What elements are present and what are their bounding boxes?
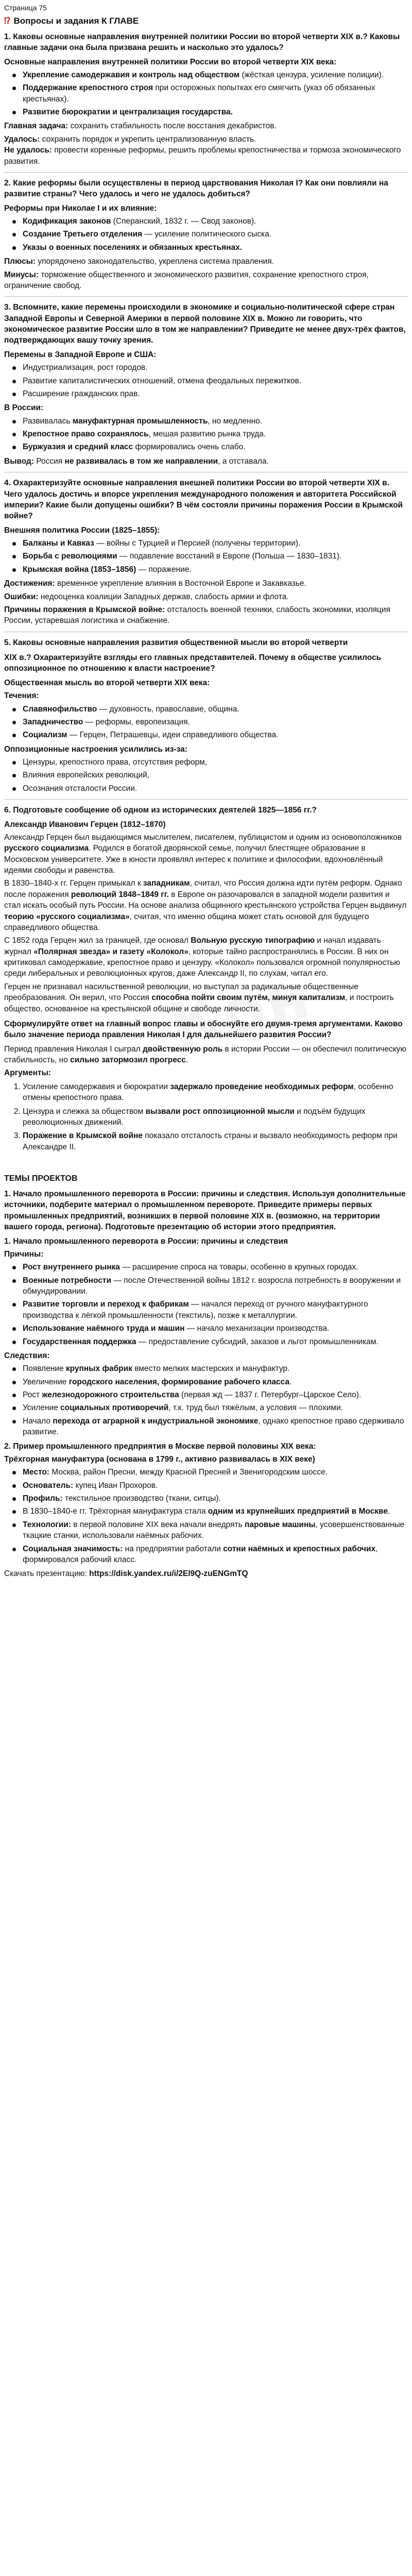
answer-subheading: 2. Пример промышленного предприятия в Москве первой половины XIX века: bbox=[4, 1442, 316, 1451]
answer-paragraph: Плюсы: упорядочено законодательство, укреплена система правления. bbox=[4, 257, 274, 266]
answer-intro: Внешняя политика России (1825–1855): bbox=[4, 526, 160, 535]
list-item: Военные потребности — после Отечественной войны 1812 г. возросла потребность в вооружении и обмундировании. bbox=[23, 1275, 408, 1297]
answer-list bbox=[4, 70, 408, 118]
question-2 bbox=[4, 178, 408, 291]
list-item: Указы о военных поселениях и обязанных крестьянах. bbox=[23, 242, 408, 253]
project-themes bbox=[4, 1173, 408, 1580]
list-item: Цензуры, крепостного права, отсутствия реформ, bbox=[23, 757, 408, 768]
question-text: 4. Охарактеризуйте основные направления внешней политики России во второй четверти XIX в. Чего удалось достичь и впорсе укрепления международного положения и авторитета Российской империи? Какие были допущены ошибки? В чём состояли причины поражения России в Крымской войне? bbox=[4, 479, 403, 521]
divider bbox=[4, 799, 408, 800]
question-text: 1. Каковы основные направления внутренней политики России во второй четверти XIX в.? Каковы главные задачи она была призвана решить и насколько это удалось? bbox=[4, 32, 400, 53]
list-item: Славянофильство — духовность, православие, община. bbox=[23, 704, 408, 715]
question-4 bbox=[4, 478, 408, 626]
download-link[interactable]: https://disk.yandex.ru/i/2El9Q-zuENGmTQ bbox=[89, 1569, 248, 1579]
list-item: Крепостное право сохранялось, мешая развитию рынка труда. bbox=[23, 429, 408, 439]
list-item: Государственная поддержка — предоставление субсидий, заказов и льгот промышленникам. bbox=[23, 1336, 408, 1347]
section-title bbox=[4, 15, 408, 27]
question-1 bbox=[4, 31, 408, 167]
list-item: Западничество — реформы, европеизация. bbox=[23, 717, 408, 727]
list-item: Использование наёмного труда и машин — начало механизации производства. bbox=[23, 1323, 408, 1334]
answer-list bbox=[4, 704, 408, 741]
answer-paragraph: В 1830–1840-х гг. Герцен примыкал к западникам, считал, что Россия должна идти путём реформ. Однако после поражения революций 1848–1849 гг. в Европе он разочаровался в западной модели развития и стал искать особый путь России. На основе анализа общинного крестьянского устройства Герцен выдвинул теорию «русского социализма», считая, что именно община может стать основой для будущего справедливого общества. bbox=[4, 879, 407, 932]
question-5 bbox=[4, 637, 408, 794]
answer-intro: Перемены в Западной Европе и США: bbox=[4, 350, 157, 359]
question-text: 6. Подготовьте сообщение об одном из исторических деятелей 1825—1856 гг.? bbox=[4, 806, 317, 815]
list-item: Расширение гражданских прав. bbox=[23, 388, 408, 399]
list-item: В 1830–1840-е гг. Трёхгорная мануфактура стала одним из крупнейших предприятий в Москве. bbox=[23, 1506, 408, 1517]
answer-intro: Основные направления внутренней политики России во второй четверти XIX века: bbox=[4, 57, 337, 66]
answer-subheading: Оппозиционные настроения усилились из-за: bbox=[4, 744, 187, 754]
page-label: Страница 75 bbox=[4, 4, 47, 12]
causes-list bbox=[4, 1262, 408, 1347]
question-text: 2. Какие реформы были осуществлены в период царствования Николая I? Как они повлияли на развитие страны? Чего удалось и чего не удалось добиться? bbox=[4, 178, 388, 199]
answer-paragraph: С 1852 года Герцен жил за границей, где основал Вольную русскую типографию и начал издавать журнал «Полярная звезда» и газету «Колокол», которые тайно распространялись в России. В них он критиковал самодержавие, крепостное право и цензуру. «Колокол» пользовался огромной популярностью среди либеральных и революционных кругов, даже Александр II, по слухам, читал его. bbox=[4, 936, 400, 978]
list-item: Технологии: в первой половине XIX века начали внедрять паровые машины, усовершенствованные ткацкие станки, использовали наёмных рабочих. bbox=[23, 1519, 408, 1541]
list-item: Кодификация законов (Сперанский, 1832 г. — Свод законов). bbox=[23, 216, 408, 227]
list-item: Развитие бюрократии и централизация государства. bbox=[23, 107, 408, 117]
list-item: Крымская война (1853–1856) — поражение. bbox=[23, 564, 408, 575]
answer-paragraph: Причины поражения в Крымской войне: отсталость военной техники, слабость экономики, изоляция России, устаревшая логистика и снабжение. bbox=[4, 605, 390, 625]
list-item: Влияния европейских революций, bbox=[23, 770, 408, 781]
list-item: 3. Поражение в Крымской войне показало отсталость страны и вызвало необходимость реформ при Александре II. bbox=[23, 1130, 408, 1153]
list-item: Рост железнодорожного строительства (первая жд — 1837 г. Петербург–Царское Село). bbox=[23, 1389, 408, 1400]
download-line bbox=[4, 1568, 408, 1579]
question-text: Сформулируйте ответ на главный вопрос главы и обоснуйте его двумя-тремя аргументами. Каково было значение периода правления Николая I для дальнейшего развития России? bbox=[4, 1019, 403, 1040]
divider bbox=[4, 172, 408, 173]
answer-paragraph: Ошибки: недооценка коалиции Западных держав, слабость армии и флота. bbox=[4, 592, 289, 601]
list-item: Профиль: текстильное производство (ткани, ситцы). bbox=[23, 1493, 408, 1504]
list-item: Индустриализация, рост городов. bbox=[23, 362, 408, 373]
person-name: Александр Иванович Герцен (1812–1870) bbox=[4, 820, 166, 829]
list-item: Балканы и Кавказ — войны с Турцией и Персией (получены территории). bbox=[23, 538, 408, 549]
answer-paragraph: Период правления Николая I сыграл двойственную роль в истории России — он обеспечил политическую стабильность, но сильно затормозил прогресс. bbox=[4, 1044, 407, 1065]
list-item: Создание Третьего отделения — усиление политического сыска. bbox=[23, 229, 408, 240]
question-text: 3. Вспомните, какие перемены происходили в экономике и социально-политической сфере стран Западной Европы и Северной Америки в первой половине XIX в. Можно ли говорить, что экономическое развитие России шло в том же направлении? Приведите не менее двух-трёх фактов, подтверждающих вашу точку зрения. bbox=[4, 303, 406, 345]
question-text: 1. Начало промышленного переворота в России: причины и следствия. Используя дополнительные источники, подберите материал о промышленном перевороте. Приведите примеры первых промышленных предприятий, возникших в первой половине XIX в. (возможно, на территории вашего города, региона). Подготовьте презентацию об истории этого предприятия. bbox=[4, 1190, 406, 1232]
spacer bbox=[4, 1156, 408, 1171]
list-item: Основатель: купец Иван Прохоров. bbox=[23, 1480, 408, 1491]
list-item: Появление крупных фабрик вместо мелких мастерских и мануфактур. bbox=[23, 1363, 408, 1374]
question-marks-icon: ⁉ bbox=[4, 16, 11, 26]
list-item: Укрепление самодержавия и контроль над обществом (жёсткая цензура, усиление полиции). bbox=[23, 70, 408, 80]
answer-list bbox=[4, 416, 408, 453]
answer-subheading: Причины: bbox=[4, 1249, 44, 1259]
question-3 bbox=[4, 302, 408, 467]
effects-list bbox=[4, 1363, 408, 1437]
answer-paragraph: Герцен не признавал насильственной революции, но выступал за радикальные общественные преобразования. Он верил, что Россия способна пойти своим путём, минуя капитализм, и построить общество, основанное на крестьянской общине и свободе личности. bbox=[4, 982, 394, 1013]
answer-subheading: Следствия: bbox=[4, 1351, 50, 1360]
question-text-continued: XIX в.? Охарактеризуйте взгляды его главных представителей. Почему в обществе усилилось оппозиционное по отношению к власти настроение? bbox=[4, 653, 382, 673]
answer-intro: Реформы при Николае I и их влияние: bbox=[4, 204, 157, 213]
list-item: Буржуазия и средний класс формировались очень слабо. bbox=[23, 442, 408, 452]
answer-paragraph: Вывод: Россия не развивалась в том же направлении, а отставала. bbox=[4, 456, 269, 466]
list-item: Развитие торговли и переход к фабрикам — начался переход от ручного мануфактурного производства к лёгкой промышленности (текстиль), позже к металлургии. bbox=[23, 1299, 408, 1321]
list-item: Рост внутреннего рынка — расширение спроса на товары, особенно в крупных городах. bbox=[23, 1262, 408, 1273]
answer-subheading: Течения: bbox=[4, 691, 39, 701]
list-item: Поддержание крепостного строя при осторожных попытках его смягчить (указ об обязанных крестьянах). bbox=[23, 82, 408, 105]
answer-intro: Общественная мысль во второй четверти XIX века: bbox=[4, 678, 210, 687]
answer-paragraph: Достижения: временное укрепление влияния в Восточной Европе и Закавказье. bbox=[4, 579, 306, 588]
list-item: Социализм — Герцен, Петрашевцы, идеи справедливого общества. bbox=[23, 730, 408, 740]
list-item: Борьба с революциями — подавление восстаний в Европе (Польша — 1830–1831). bbox=[23, 551, 408, 562]
list-item: Увеличение городского населения, формирование рабочего класса. bbox=[23, 1377, 408, 1387]
list-item: Начало перехода от аграрной к индустриальной экономике, однако крепостное право сдерживало развитие. bbox=[23, 1416, 408, 1438]
answer-intro: В России: bbox=[4, 403, 44, 413]
answer-subheading: Аргументы: bbox=[4, 1069, 51, 1078]
answer-list bbox=[4, 216, 408, 253]
answer-list bbox=[4, 757, 408, 794]
download-label: Скачать презентацию: bbox=[4, 1569, 87, 1579]
answer-list bbox=[4, 362, 408, 399]
answer-paragraph: Удалось: сохранить порядок и укрепить централизованную власть. Не удалось: провести коренные реформы, решить проблемы крепостничества и тормоза экономического развития. bbox=[4, 134, 401, 166]
enterprise-title: Трёхгорная мануфактура (основана в 1799 г., активно развивалась в XIX веке) bbox=[4, 1454, 315, 1464]
list-item: Усиление социальных противоречий, т.к. труд был тяжёлым, а условия — плохими. bbox=[23, 1402, 408, 1413]
list-item: Развитие капиталистических отношений, отмена феодальных пережитков. bbox=[23, 376, 408, 386]
divider bbox=[4, 296, 408, 297]
list-item: Место: Москва, район Пресни, между Красной Пресней и Звенигородским шоссе. bbox=[23, 1467, 408, 1478]
question-6 bbox=[4, 805, 408, 1153]
answer-list bbox=[4, 538, 408, 575]
list-item: 1. Усиление самодержавия и бюрократии задержало проведение необходимых реформ, особенно отмены крепостного права. bbox=[23, 1081, 408, 1104]
section-title-text: Вопросы и задания К ГЛАВЕ bbox=[13, 16, 139, 26]
answer-paragraph: Минусы: торможение общественного и экономического развития, сохранение крепостного строя, ограничение свобод. bbox=[4, 270, 369, 290]
list-item: Социальная значимость: на предприятии работали сотни наёмных и крепостных рабочих, формировался рабочий класс. bbox=[23, 1544, 408, 1566]
answer-subheading: 1. Начало промышленного переворота в России: причины и следствия bbox=[4, 1236, 288, 1246]
list-item: 2. Цензура и слежка за обществом вызвали рост оппозиционной мысли и подъём будущих революционных движений. bbox=[23, 1106, 408, 1128]
arguments-list bbox=[4, 1081, 408, 1153]
themes-title: ТЕМЫ ПРОЕКТОВ bbox=[4, 1174, 78, 1183]
answer-paragraph: Александр Герцен был выдающимся мыслителем, писателем, публицистом и одним из основоположников русского социализма. Родился в богатой дворянской семье, получил блестящее образование в Московском университете. Уже в юности проявлял интерес к политике и философии, вдохновлённый идеями свободы и равенства. bbox=[4, 833, 402, 875]
question-text: 5. Каковы основные направления развития общественной мысли во второй четверти bbox=[4, 638, 348, 647]
answer-paragraph: Главная задача: сохранить стабильность после восстания декабристов. bbox=[4, 122, 277, 131]
enterprise-list bbox=[4, 1467, 408, 1565]
list-item: Развивалась мануфактурная промышленность, но медленно. bbox=[23, 416, 408, 427]
list-item: Осознания отсталости России. bbox=[23, 783, 408, 794]
